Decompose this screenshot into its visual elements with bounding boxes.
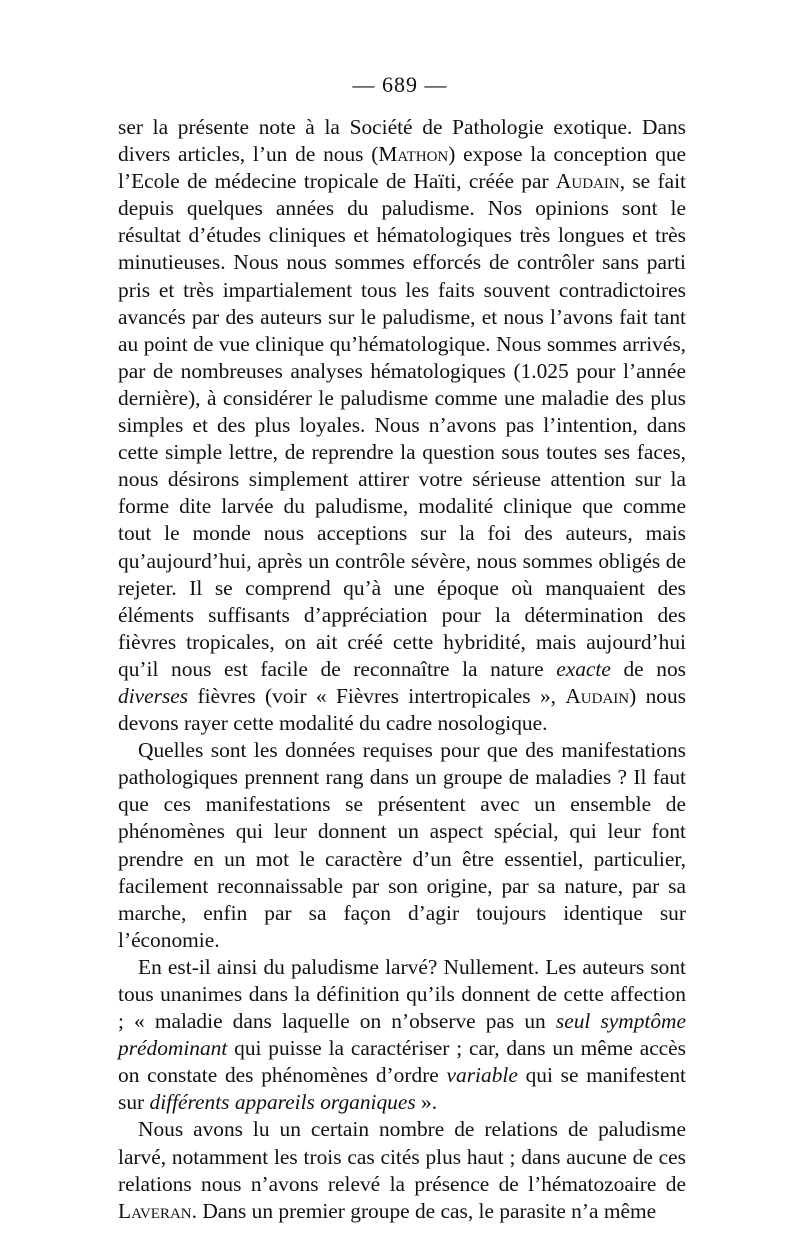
text-segment: , se fait depuis quelques années du paludisme. Nos opinions sont le résultat d’études cliniques et hématologiques très longues et très minutieuses. Nous nous sommes efforcés de contrôler sans parti pris et très impartialement tous les faits souvent contradictoires avancés par des auteurs sur le paludisme, et nous l’avons fait tant au point de vue clinique qu’hématologique. Nous sommes arrivés, par de nombreuses analyses hématologiques (1.025 pour l’année dernière), à considérer le paludisme comme une maladie des plus simples et des plus loyales. Nous n’avons pas l’intention, dans cette simple lettre, de reprendre la question sous toutes ses faces, nous désirons simplement attirer votre sérieuse attention sur la forme dite larvée du paludisme, modalité clinique que comme tout le monde nous acceptions sur la foi des auteurs, mais qu’aujourd’hui, après un contrôle sévère, nous sommes obligés de rejeter. Il se comprend qu’à une époque où manquaient des éléments suffisants d’appréciation pour la détermination des fièvres tropicales, on ait créé cette hybridité, mais aujourd’hui qu’il nous est facile de reconnaître la nature	[118, 169, 686, 681]
paragraph-1	[118, 114, 686, 737]
page-number: — 689 —	[352, 72, 448, 97]
text-segment: ) nous devons rayer cette modalité du cadre nosologique.	[118, 683, 686, 736]
author-name: Laveran	[118, 1198, 192, 1223]
author-name: Mathon	[378, 142, 449, 167]
text-segment: Nous avons lu un certain nombre de relations de paludisme larvé, notamment les trois cas cités plus haut ; dans aucune de ces relations nous n’avons relevé la présence de l’hématozoaire de	[118, 1117, 686, 1196]
italic-text: variable	[446, 1063, 518, 1088]
text-segment: En est-il ainsi du paludisme larvé? Nullement. Les auteurs sont tous unanimes dans la définition qu’ils donnent de cette affection ; « maladie dans laquelle on n’observe pas un	[118, 954, 686, 1034]
italic-text: seul symptôme prédominant	[118, 1009, 686, 1061]
italic-text: diverses	[118, 683, 189, 708]
text-segment: qui puisse la caractériser ; car, dans un même accès on constate des phénomènes d’ordre	[118, 1036, 686, 1088]
author-name: Audain	[565, 683, 630, 708]
author-name: Audain	[555, 169, 620, 194]
paragraph-4	[118, 1116, 686, 1224]
body-text	[118, 114, 686, 1225]
paragraph-3	[118, 954, 686, 1117]
text-segment: ser la présente note à la Société de Pathologie exotique. Dans divers articles, l’un de nous (	[118, 115, 686, 167]
text-segment: de nos	[610, 656, 686, 681]
text-segment: ».	[415, 1090, 438, 1115]
text-segment: Quelles sont les données requises pour que des manifestations pathologiques prennent rang dans un groupe de maladies ? Il faut que ces manifestations se présentent avec un ensemble de phénomènes qui leur donnent un aspect spécial, qui leur font prendre en un mot le caractère d’un être essentiel, particulier, facilement reconnaissable par son origine, par sa nature, par sa marche, enfin par sa façon d’agir toujours identique sur l’économie.	[118, 738, 686, 952]
text-segment: . Dans un premier groupe de cas, le parasite n’a même	[191, 1198, 657, 1223]
italic-text: différents appareils organiques	[149, 1090, 416, 1115]
text-segment: ) expose la conception que l’Ecole de médecine tropicale de Haïti, créée par	[118, 142, 686, 194]
text-segment: qui se manifestent sur	[118, 1063, 686, 1115]
italic-text: exacte	[556, 656, 611, 681]
text-segment: fièvres (voir « Fièvres intertropicales »,	[188, 683, 566, 708]
paragraph-2	[118, 737, 686, 954]
